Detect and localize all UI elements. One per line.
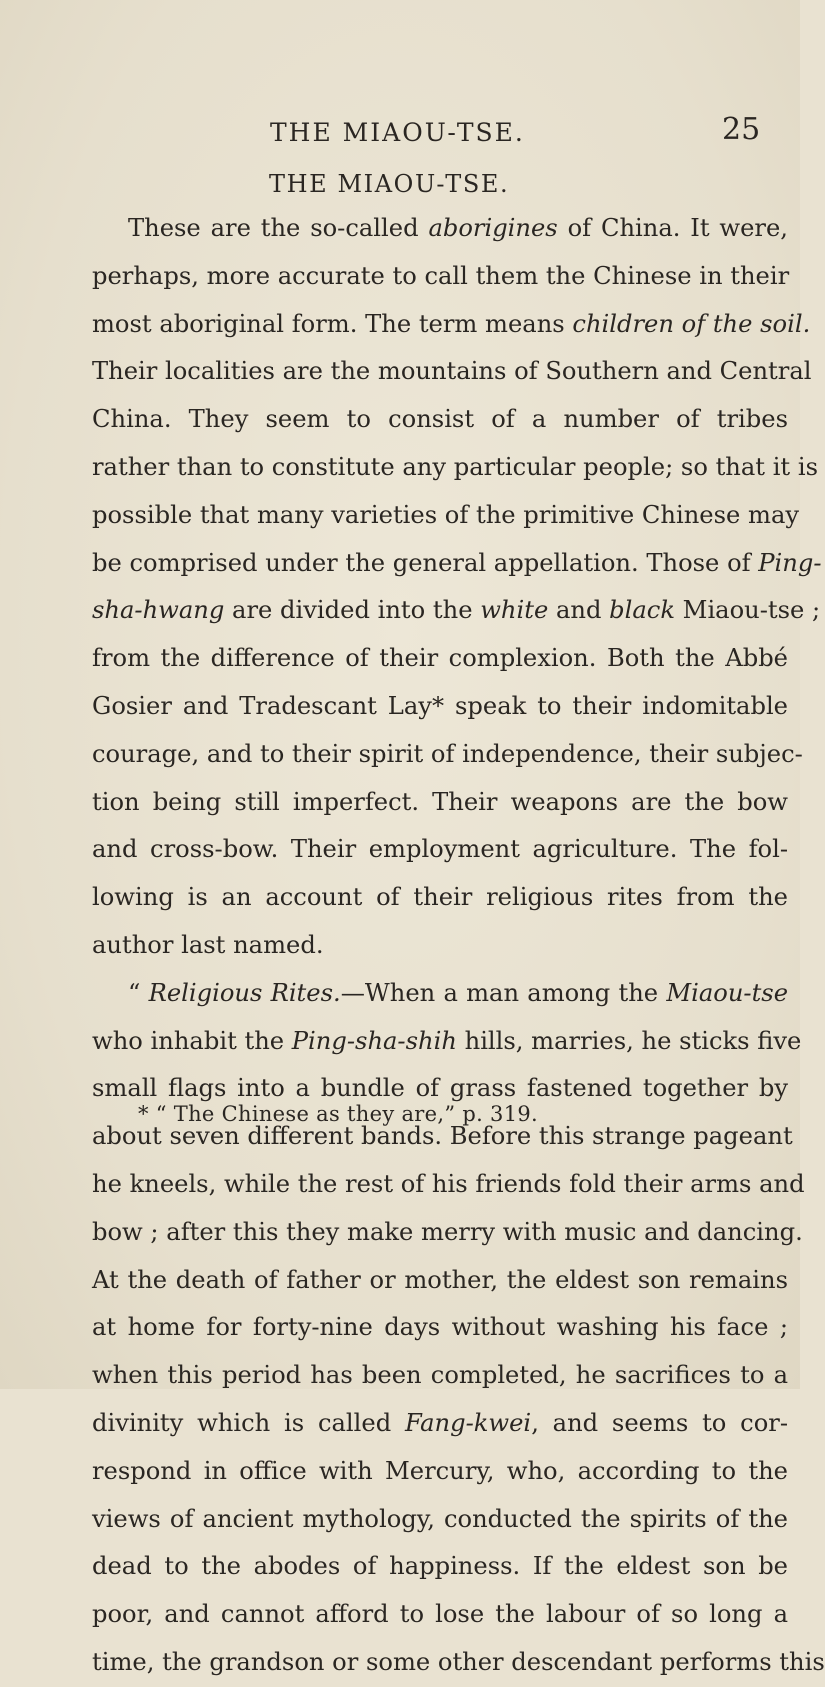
- running-head: THE MIAOU-TSE.: [270, 118, 525, 147]
- text-segment: children of the soil.: [572, 309, 811, 338]
- text-segment: tion being still imperfect. Their weapons are the bow: [92, 787, 788, 816]
- text-segment: lowing is an account of their religious rites from the: [92, 883, 788, 912]
- text-line: [92, 1352, 788, 1400]
- text-segment: courage, and to their spirit of independence, their subjec-: [92, 739, 803, 768]
- text-segment: author last named.: [92, 930, 324, 959]
- text-segment: about seven different bands. Before this strange pageant: [92, 1122, 793, 1151]
- text-line: [92, 683, 788, 731]
- text-segment: small flags into a bundle of grass fastened together by: [92, 1074, 788, 1103]
- text-segment: respond in office with Mercury, who, according to the: [92, 1456, 788, 1485]
- text-segment: At the death of father or mother, the eldest son remains: [92, 1265, 788, 1294]
- text-line: [92, 731, 803, 779]
- text-segment: Miaou-tse: [666, 978, 789, 1007]
- text-line: [92, 1448, 788, 1496]
- text-segment: perhaps, more accurate to call them the Chinese in their: [92, 261, 790, 290]
- body-text: [92, 205, 825, 1687]
- text-segment: and cross-bow. Their employment agriculture. The fol-: [92, 835, 788, 864]
- text-segment: Ping-: [758, 548, 822, 577]
- text-segment: be comprised under the general appellation. Those of: [92, 548, 759, 577]
- text-segment: he kneels, while the rest of his friends fold their arms and: [92, 1169, 805, 1198]
- text-segment: These are the so-called: [128, 214, 429, 242]
- text-line: [92, 492, 800, 540]
- text-segment: , and seems to cor-: [531, 1408, 788, 1437]
- text-line: [92, 1639, 825, 1687]
- text-line: [92, 826, 788, 874]
- text-line: [92, 1304, 788, 1352]
- text-segment: Their localities are the mountains of Southern and Central: [92, 357, 812, 386]
- text-segment: at home for forty-nine days without washing his face ;: [92, 1313, 788, 1342]
- text-line: [92, 874, 788, 922]
- text-line: [92, 540, 822, 588]
- text-segment: white: [480, 596, 549, 625]
- text-segment: are divided into the: [224, 596, 481, 625]
- text-line: [92, 348, 812, 396]
- text-line: [92, 1543, 788, 1591]
- text-line: [92, 1257, 788, 1305]
- text-line: [92, 444, 818, 492]
- text-segment: possible that many varieties of the primitive Chinese may: [92, 500, 800, 529]
- text-segment: China. They seem to consist of a number of tribes: [92, 405, 788, 434]
- text-segment: and: [548, 596, 610, 625]
- text-segment: Miaou-tse ;: [674, 596, 821, 625]
- section-title: THE MIAOU-TSE.: [269, 170, 510, 198]
- text-line: [92, 1496, 788, 1544]
- text-segment: when this period has been completed, he sacrifices to a: [92, 1361, 788, 1390]
- text-line: [92, 1209, 803, 1257]
- text-line: [92, 635, 788, 683]
- text-segment: rather than to constitute any particular people; so that it is: [92, 452, 818, 481]
- text-line: [92, 253, 788, 301]
- text-segment: dead to the abodes of happiness. If the eldest son be: [92, 1552, 788, 1581]
- text-segment: Religious Rites.: [148, 978, 341, 1007]
- text-segment: black: [609, 596, 675, 625]
- text-line: [92, 396, 788, 444]
- text-line: [92, 205, 788, 253]
- text-line: [92, 1018, 802, 1066]
- text-line: [92, 301, 811, 349]
- text-segment: divinity which is called: [92, 1408, 405, 1437]
- text-segment: sha-hwang: [92, 596, 225, 625]
- text-segment: aborigines: [428, 214, 558, 242]
- text-segment: —When a man among the: [340, 978, 667, 1007]
- text-segment: “: [128, 978, 149, 1007]
- text-segment: Ping-sha-shih: [291, 1026, 457, 1055]
- text-segment: views of ancient mythology, conducted the spirits of the: [92, 1504, 788, 1533]
- text-segment: from the difference of their complexion. Both the Abbé: [92, 644, 788, 673]
- text-line: [92, 970, 788, 1018]
- text-segment: poor, and cannot afford to lose the labour of so long a: [92, 1600, 788, 1629]
- text-line: [92, 587, 821, 635]
- text-segment: bow ; after this they make merry with music and dancing.: [92, 1217, 803, 1246]
- text-line: [92, 779, 788, 827]
- text-line: [92, 1400, 788, 1448]
- footnote: * “ The Chinese as they are,” p. 319.: [138, 1102, 538, 1126]
- page-number: 25: [722, 112, 761, 147]
- text-segment: hills, marries, he sticks five: [456, 1026, 802, 1055]
- text-segment: who inhabit the: [92, 1026, 292, 1055]
- text-segment: Fang-kwei: [404, 1408, 532, 1437]
- text-segment: most aboriginal form. The term means: [92, 309, 573, 338]
- text-line: [92, 922, 788, 970]
- text-line: [92, 1161, 805, 1209]
- text-segment: Gosier and Tradescant Lay* speak to their indomitable: [92, 691, 788, 720]
- text-segment: time, the grandson or some other descendant performs this: [92, 1647, 825, 1676]
- text-line: [92, 1591, 788, 1639]
- text-segment: of China. It were,: [557, 214, 788, 242]
